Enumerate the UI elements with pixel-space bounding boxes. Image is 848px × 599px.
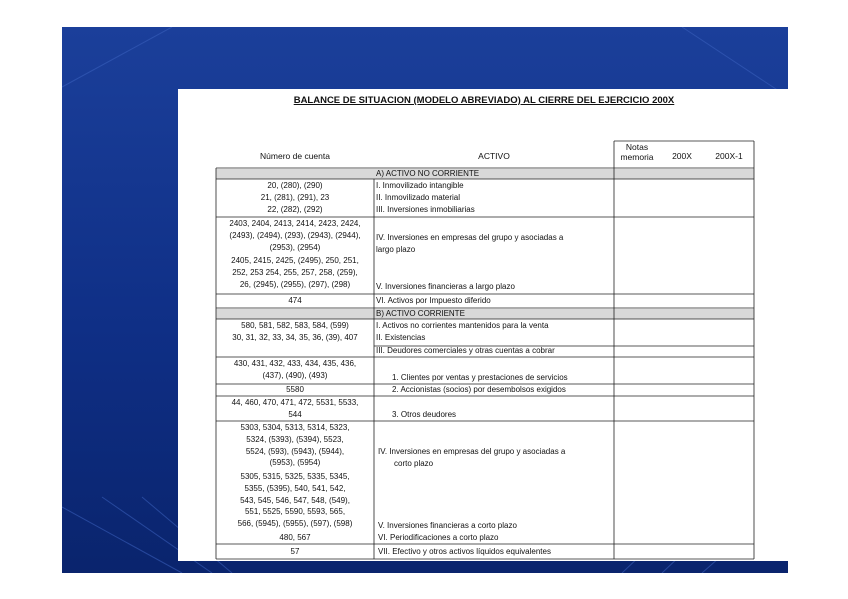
asset-cell: [392, 385, 566, 395]
asset-cell: [378, 447, 565, 469]
account-cell: [216, 219, 374, 252]
asset-item: IV. Inversiones en empresas del grupo y asociadas a: [376, 233, 564, 242]
column-header-asset: ACTIVO: [478, 151, 510, 161]
asset-cell: [376, 296, 491, 306]
account-line: 5324, (5393), (5394), 5523,: [246, 434, 344, 444]
asset-item: II. Existencias: [376, 332, 426, 342]
account-cell: [216, 181, 374, 214]
account-cell: [216, 256, 374, 289]
asset-item: corto plazo: [394, 458, 434, 468]
asset-item: VII. Efectivo y otros activos líquidos equivalentes: [378, 547, 551, 556]
account-cell: [216, 321, 374, 343]
asset-item: IV. Inversiones en empresas del grupo y asociadas a: [378, 447, 566, 456]
account-line: 474: [288, 296, 302, 305]
account-line: 5303, 5304, 5313, 5314, 5323,: [240, 423, 350, 432]
account-line: 22, (282), (292): [267, 204, 323, 214]
account-line: (2953), (2954): [269, 242, 321, 252]
asset-cell: [378, 521, 517, 531]
column-header-year: 200X: [672, 151, 692, 161]
asset-cell: [378, 547, 551, 557]
column-header-notes: [614, 142, 660, 162]
asset-item: largo plazo: [376, 244, 416, 254]
account-line: 480, 567: [279, 533, 311, 542]
asset-cell: [392, 410, 456, 420]
account-cell: [216, 296, 374, 306]
account-line: 5524, (593), (5943), (5944),: [245, 446, 345, 456]
asset-item: I. Inmovilizado intangible: [376, 181, 464, 190]
account-line: 430, 431, 432, 433, 434, 435, 436,: [233, 359, 357, 368]
account-line: 26, (2945), (2955), (297), (298): [239, 279, 351, 289]
account-line: 30, 31, 32, 33, 34, 35, 36, (39), 407: [232, 332, 358, 342]
account-cell: [216, 472, 374, 529]
account-line: 551, 5525, 5590, 5593, 565,: [244, 507, 346, 517]
account-line: (2493), (2494), (293), (2943), (2944),: [229, 230, 361, 240]
asset-item: II. Inmovilizado material: [376, 192, 461, 202]
account-line: 580, 581, 582, 583, 584, (599): [241, 321, 349, 330]
asset-cell: [378, 533, 499, 543]
balance-sheet-page: [178, 89, 788, 561]
asset-cell: [376, 181, 475, 214]
account-cell: [216, 423, 374, 468]
asset-item: III. Deudores comerciales y otras cuentas a cobrar: [376, 345, 555, 355]
account-line: 543, 545, 546, 547, 548, (549),: [240, 495, 350, 505]
account-cell: [216, 533, 374, 543]
asset-item: 1. Clientes por ventas y prestaciones de servicios: [392, 373, 568, 382]
document-title: BALANCE DE SITUACION (MODELO ABREVIADO) AL CIERRE DEL EJERCICIO 200X: [293, 95, 675, 106]
section-title-non-current: A) ACTIVO NO CORRIENTE: [376, 169, 480, 178]
account-line: (5953), (5954): [269, 458, 321, 468]
column-header-prev-year: 200X-1: [715, 151, 743, 161]
asset-item: I. Activos no corrientes mantenidos para la venta: [376, 321, 549, 330]
account-line: 57: [290, 547, 300, 556]
account-line: 21, (281), (291), 23: [260, 192, 330, 202]
presentation-slide-background: [62, 27, 788, 573]
asset-item: 2. Accionistas (socios) por desembolsos exigidos: [392, 385, 566, 394]
column-header-account: Número de cuenta: [260, 151, 330, 161]
asset-item: VI. Periodificaciones a corto plazo: [378, 533, 499, 542]
account-line: 544: [288, 409, 302, 419]
account-line: 252, 253 254, 255, 257, 258, (259),: [232, 267, 358, 277]
account-cell: [216, 398, 374, 420]
account-line: 566, (5945), (5955), (597), (598): [237, 519, 353, 529]
asset-item: III. Inversiones inmobiliarias: [376, 204, 475, 214]
account-cell: [216, 359, 374, 381]
asset-cell: [376, 282, 515, 292]
account-line: 20, (280), (290): [267, 181, 323, 190]
asset-item: 3. Otros deudores: [392, 410, 457, 419]
asset-item: V. Inversiones financieras a largo plazo: [376, 282, 515, 291]
notes-header-line1: Notas: [625, 142, 649, 152]
asset-cell: [376, 321, 555, 355]
asset-cell: [376, 233, 563, 255]
asset-cell: [392, 373, 568, 383]
account-line: 5580: [286, 385, 304, 394]
account-cell: [216, 547, 374, 557]
account-line: (437), (490), (493): [262, 370, 328, 380]
account-cell: [216, 385, 374, 395]
asset-item: V. Inversiones financieras a corto plazo: [378, 521, 517, 530]
account-line: 5355, (5395), 540, 541, 542,: [244, 483, 346, 493]
account-line: 44, 460, 470, 471, 472, 5531, 5533,: [231, 398, 359, 407]
notes-header-line2: memoria: [620, 152, 654, 162]
account-line: 5305, 5315, 5325, 5335, 5345,: [240, 472, 350, 481]
section-title-current: B) ACTIVO CORRIENTE: [376, 309, 465, 318]
account-line: 2405, 2415, 2425, (2495), 250, 251,: [231, 256, 359, 265]
asset-item: VI. Activos por Impuesto diferido: [376, 296, 491, 305]
account-line: 2403, 2404, 2413, 2414, 2423, 2424,: [229, 219, 361, 228]
